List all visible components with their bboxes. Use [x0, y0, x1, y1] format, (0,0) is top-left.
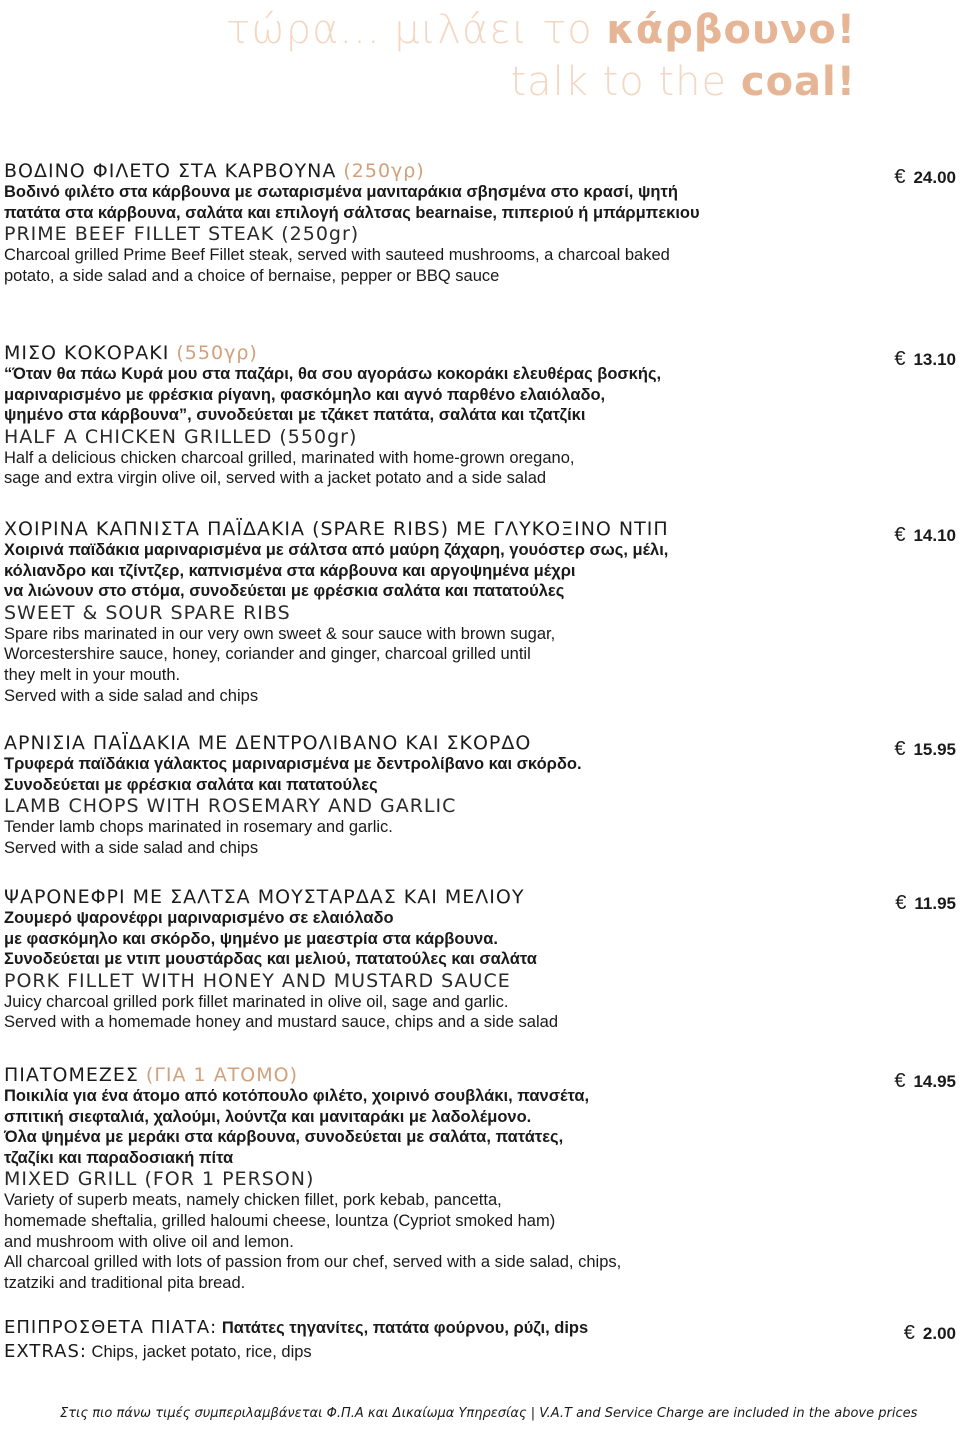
item-title-english-quantity: (550gr)	[279, 425, 358, 448]
item-price-value: 11.95	[914, 894, 956, 913]
item-description-greek: Χοιρινά παϊδάκια μαριναρισμένα με σάλτσα από μαύρη ζάχαρη, γουόστερ σως, μέλι, κόλιανδρο και τζίντζερ, καπνισμένα στα κάρβουνα και αργοψημένα μέχρι να λιώνουν στο στόμα, συνοδεύεται με φρέσκια σαλάτα και πατατούλες	[4, 541, 669, 601]
item-price	[894, 524, 956, 547]
item-price-value: 24.00	[913, 168, 956, 187]
item-title-english-quantity: (250gr)	[281, 223, 360, 246]
item-heading-text: ΧΟΙΡΙΝΑ ΚΑΠΝΙΣΤΑ ΠΑΪΔΑΚΙΑ (SPARE RIBS) ΜΕ ΓΛΥΚΟΞΙΝΟ ΝΤΙΠ	[4, 518, 669, 540]
item-title-english-text: PORK FILLET WITH HONEY AND MUSTARD SAUCE	[4, 969, 511, 992]
extras-english-line	[4, 1340, 956, 1364]
euro-icon: €	[894, 524, 906, 546]
item-title-english-text: LAMB CHOPS WITH ROSEMARY AND GARLIC	[4, 795, 457, 818]
item-description-greek: Ποικιλία για ένα άτομο από κοτόπουλο φιλέτο, χοιρινό σουβλάκι, πανσέτα, σπιτική σιεφταλιά, χαλούμι, λούντζα και μανιταράκι με λαδολέμονο. Όλα ψημένα με μεράκι στα κάρβουνα, συνοδεύεται με σαλάτα, πατάτες, τζαζίκι και παραδοσιακή πίτα	[4, 1087, 590, 1167]
header-english-text: talk to the	[510, 59, 741, 105]
item-heading	[4, 732, 956, 754]
item-heading-text: ΨΑΡΟΝΕΦΡΙ ΜΕ ΣΑΛΤΣΑ ΜΟΥΣΤΑΡΔΑΣ ΚΑΙ ΜΕΛΙΟΥ	[4, 886, 525, 908]
item-title-english-text: SWEET & SOUR SPARE RIBS	[4, 601, 291, 624]
extras-greek-heading: ΕΠΙΠΡΟΣΘΕΤΑ ΠΙΑΤΑ:	[4, 1317, 218, 1338]
item-price	[895, 892, 956, 915]
item-heading-text: ΒΟΔΙΝΟ ΦΙΛΕΤΟ ΣΤΑ ΚΑΡΒΟΥΝΑ	[4, 160, 344, 182]
footer-vat-note: Στις πιο πάνω τιμές συμπεριλαμβάνεται Φ.Π.Α και Δικαίωμα Υπηρεσίας | V.A.T and Service Charge are included in the above prices	[60, 1406, 918, 1421]
euro-icon: €	[894, 348, 906, 370]
item-heading-text: ΑΡΝΙΣΙΑ ΠΑΪΔΑΚΙΑ ΜΕ ΔΕΝΤΡΟΛΙΒΑΝΟ ΚΑΙ ΣΚΟΡΔΟ	[4, 732, 532, 754]
item-title-english	[4, 1168, 956, 1190]
item-description-greek: “Όταν θα πάω Κυρά μου στα παζάρι, θα σου αγοράσω κοκοράκι ελευθέρας βοσκής, μαριναρισμένο με φρέσκια ρίγανη, φασκόμηλο και αγνό παρθένο ελαιόλαδο, ψημένο στα κάρβουνα”, συνοδεύεται με τζάκετ πατάτα, σαλάτα και τζατζίκι	[4, 365, 662, 425]
item-title-english	[4, 970, 956, 992]
item-description-english: Juicy charcoal grilled pork fillet marinated in olive oil, sage and garlic. Served with a homemade honey and mustard sauce, chips and a side salad	[4, 992, 558, 1032]
menu-header	[226, 4, 856, 108]
item-price	[894, 1070, 956, 1093]
extras-greek-line	[4, 1316, 956, 1340]
extras-greek-text: Πατάτες τηγανίτες, πατάτα φούρνου, ρύζι, dips	[217, 1319, 589, 1337]
item-heading-text: ΜΙΣΟ ΚΟΚΟΡΑΚΙ	[4, 342, 177, 364]
menu-item-lamb-chops	[4, 732, 956, 858]
item-description-english: Spare ribs marinated in our very own sweet & sour sauce with brown sugar, Worcestershire sauce, honey, coriander and ginger, charcoal grilled until they melt in your mouth. Served with a side salad and chips	[4, 624, 556, 705]
menu-item-spare-ribs	[4, 518, 956, 706]
item-price-value: 15.95	[913, 740, 956, 759]
item-description-english: Half a delicious chicken charcoal grilled, marinated with home-grown oregano, sage and extra virgin olive oil, served with a jacket potato and a side salad	[4, 448, 575, 488]
header-english-line	[226, 56, 856, 108]
euro-icon: €	[903, 1322, 915, 1344]
item-description-greek: Ζουμερό ψαρονέφρι μαριναρισμένο σε ελαιόλαδο με φασκόμηλο και σκόρδο, ψημένο με μαεστρία στα κάρβουνα. Συνοδεύεται με ντιπ μουστάρδας και μελιού, πατατούλες και σαλάτα	[4, 909, 537, 969]
item-heading-quantity: (ΓΙΑ 1 ΑΤΟΜΟ)	[145, 1064, 299, 1086]
item-description-english: Tender lamb chops marinated in rosemary and garlic. Served with a side salad and chips	[4, 818, 393, 857]
item-heading	[4, 886, 956, 908]
item-price-value: 2.00	[922, 1324, 956, 1343]
item-title-english-text: PRIME BEEF FILLET STEAK	[4, 223, 282, 246]
item-title-english-text: MIXED GRILL	[4, 1168, 145, 1191]
euro-icon: €	[894, 1070, 906, 1092]
header-greek-text: τώρα... μιλάει το	[226, 7, 607, 53]
item-title-english	[4, 426, 956, 448]
item-price-value: 14.10	[913, 526, 956, 545]
item-heading	[4, 160, 956, 182]
item-description-greek: Βοδινό φιλέτο στα κάρβουνα με σωταρισμένα μανιταράκια σβησμένα στο κρασί, ψητή πατάτα στα κάρβουνα, σαλάτα και επιλογή σάλτσας bearnaise, πιπεριού ή μπάρμπεκιου	[4, 183, 700, 222]
extras-english-text: Chips, jacket potato, rice, dips	[86, 1343, 312, 1361]
menu-item-half-chicken	[4, 342, 956, 489]
item-price-value: 14.95	[913, 1072, 956, 1091]
menu-item-beef-fillet	[4, 160, 956, 286]
item-title-english-quantity: (FOR 1 PERSON)	[144, 1168, 315, 1191]
menu-item-pork-fillet	[4, 886, 956, 1033]
item-heading	[4, 1064, 956, 1086]
item-heading	[4, 342, 956, 364]
item-description-greek: Τρυφερά παϊδάκια γάλακτος μαριναρισμένα με δεντρολίβανο και σκόρδο. Συνοδεύεται με φρέσκια σαλάτα και πατατούλες	[4, 755, 582, 794]
item-description-english: Charcoal grilled Prime Beef Fillet steak, served with sauteed mushrooms, a charcoal baked potato, a side salad and a choice of bernaise, pepper or BBQ sauce	[4, 246, 670, 285]
item-title-english	[4, 795, 956, 817]
item-price	[894, 166, 956, 189]
item-title-english	[4, 602, 956, 624]
euro-icon: €	[895, 892, 907, 914]
euro-icon: €	[894, 166, 906, 188]
item-price	[904, 1322, 956, 1345]
header-english-emphasis: coal!	[740, 59, 856, 105]
item-heading-quantity: (250γρ)	[343, 160, 425, 182]
item-heading	[4, 518, 956, 540]
item-heading-quantity: (550γρ)	[176, 342, 258, 364]
euro-icon: €	[894, 738, 906, 760]
item-price	[894, 738, 956, 761]
item-description-english: Variety of superb meats, namely chicken fillet, pork kebab, pancetta, homemade sheftalia, grilled haloumi cheese, lountza (Cypriot smoked ham) and mushroom with olive oil and lemon. All charcoal grilled with lots of passion from our chef, served with a side salad, chips, tzatziki and traditional pita bread.	[4, 1191, 622, 1292]
item-heading-text: ΠΙΑΤΟΜΕΖΕΣ	[4, 1064, 146, 1086]
item-title-english-text: HALF A CHICKEN GRILLED	[4, 425, 280, 448]
header-greek-emphasis: κάρβουνο!	[606, 7, 856, 53]
header-greek-line	[226, 4, 856, 56]
menu-item-mixed-grill	[4, 1064, 956, 1293]
menu-item-extras	[4, 1316, 956, 1364]
item-title-english	[4, 223, 956, 245]
extras-english-heading: EXTRAS:	[4, 1341, 87, 1362]
item-price-value: 13.10	[913, 350, 956, 369]
item-price	[894, 348, 956, 371]
